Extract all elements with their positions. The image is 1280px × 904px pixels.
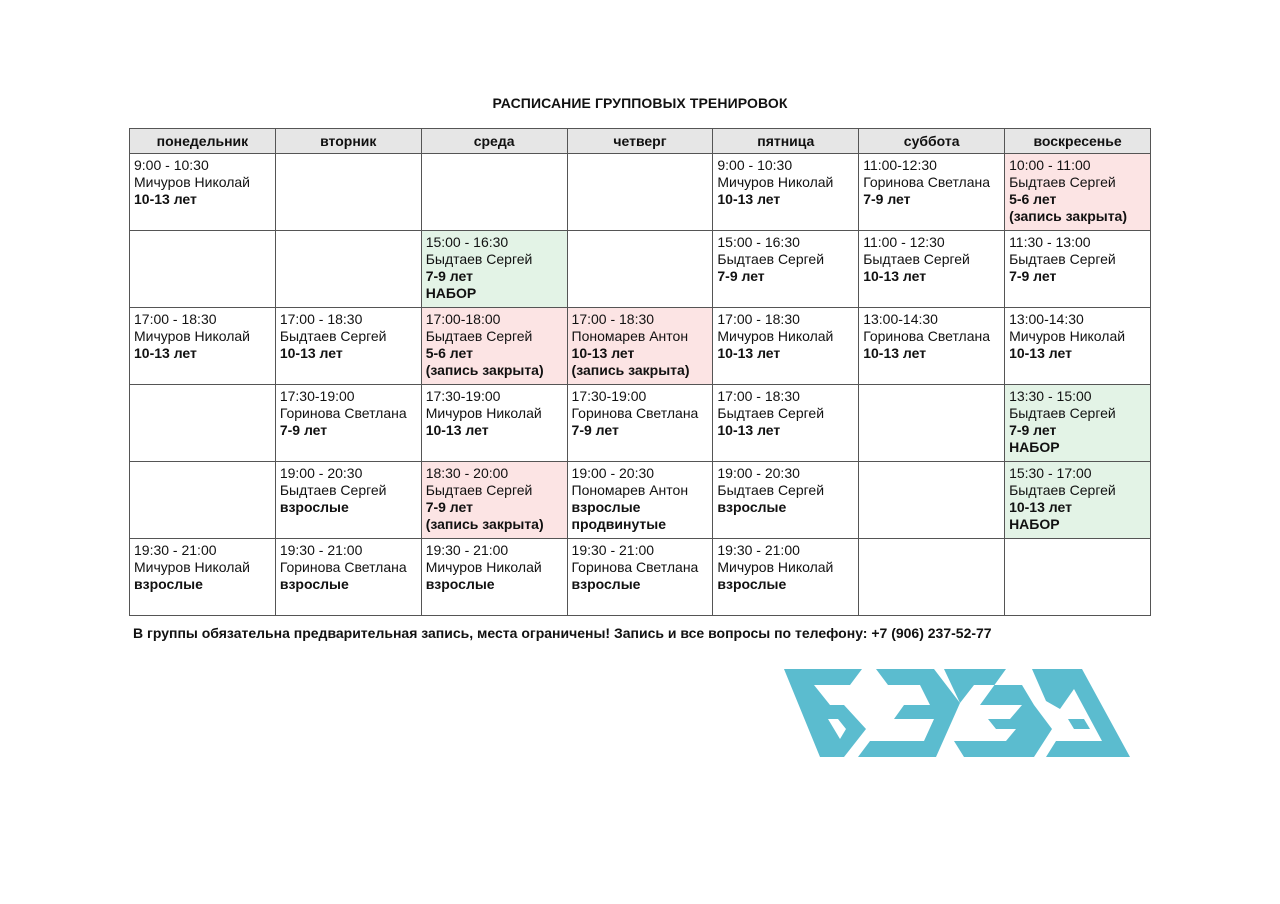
schedule-table: [129, 128, 1151, 616]
schedule-cell: [421, 154, 567, 231]
class-info-line: 19:30 - 21:00: [279, 542, 363, 558]
class-info-line: 10-13 лет: [863, 268, 927, 284]
class-info-line: 7-9 лет: [425, 499, 473, 515]
class-info-line: 11:00 - 12:30: [863, 234, 945, 250]
class-info-line: Мичуров Николай: [717, 328, 834, 344]
schedule-cell: [713, 308, 859, 385]
class-info-line: 5-6 лет: [1009, 191, 1057, 207]
class-info-line: 17:00 - 18:30: [134, 311, 217, 327]
day-header-sunday: воскресенье: [1005, 129, 1151, 154]
class-info-line: 11:00-12:30: [863, 157, 937, 173]
schedule-cell: [713, 539, 859, 616]
class-info-line: взрослые: [279, 576, 349, 592]
logo-letter-1: [784, 669, 866, 757]
schedule-cell: [130, 231, 276, 308]
class-info-line: Горинова Светлана: [571, 405, 699, 421]
class-info-line: 17:30-19:00: [571, 388, 647, 404]
class-info-line: НАБОР: [425, 285, 477, 301]
class-info-line: 18:30 - 20:00: [425, 465, 509, 481]
class-info-line: 17:30-19:00: [425, 388, 501, 404]
class-info-line: Быдтаев Сергей: [425, 251, 533, 267]
schedule-cell: [275, 154, 421, 231]
schedule-cell: [275, 385, 421, 462]
class-info-line: Мичуров Николай: [425, 559, 542, 575]
schedule-cell: [421, 231, 567, 308]
class-info-line: Быдтаев Сергей: [863, 251, 970, 267]
schedule-row: [130, 385, 1151, 462]
class-info-line: 10-13 лет: [1009, 499, 1072, 515]
class-info-line: 10-13 лет: [717, 422, 781, 438]
day-header-tuesday: вторник: [275, 129, 421, 154]
schedule-cell: [567, 308, 713, 385]
schedule-cell: [421, 308, 567, 385]
class-info-line: Быдтаев Сергей: [425, 328, 533, 344]
class-info-line: 7-9 лет: [1009, 422, 1057, 438]
schedule-row: [130, 462, 1151, 539]
logo-letter-2: [858, 669, 960, 757]
schedule-cell: [567, 462, 713, 539]
class-info-line: 7-9 лет: [1009, 268, 1057, 284]
class-info-line: 15:00 - 16:30: [425, 234, 509, 250]
class-info-line: 11:30 - 13:00: [1009, 234, 1091, 250]
schedule-row: [130, 154, 1151, 231]
schedule-cell: [421, 539, 567, 616]
class-info-line: 19:30 - 21:00: [425, 542, 509, 558]
class-info-line: взрослые: [425, 576, 495, 592]
class-info-line: (запись закрыта): [1009, 208, 1128, 224]
schedule-row: [130, 539, 1151, 616]
class-info-line: Мичуров Николай: [134, 328, 250, 344]
class-info-line: взрослые: [134, 576, 203, 592]
schedule-cell: [713, 462, 859, 539]
class-info-line: 17:00 - 18:30: [717, 311, 800, 327]
class-info-line: 10-13 лет: [717, 191, 781, 207]
class-info-line: Мичуров Николай: [425, 405, 542, 421]
schedule-cell: [1005, 231, 1151, 308]
schedule-cell: [130, 539, 276, 616]
schedule-cell: [567, 385, 713, 462]
class-info-line: взрослые: [571, 576, 641, 592]
class-info-line: взрослые: [571, 499, 641, 515]
class-info-line: 19:00 - 20:30: [571, 465, 655, 481]
class-info-line: Быдтаев Сергей: [425, 482, 533, 498]
day-header-friday: пятница: [713, 129, 859, 154]
page-title: РАСПИСАНИЕ ГРУППОВЫХ ТРЕНИРОВОК: [492, 95, 788, 111]
class-info-line: 10:00 - 11:00: [1009, 157, 1091, 173]
schedule-cell: [130, 462, 276, 539]
class-info-line: 19:00 - 20:30: [279, 465, 363, 481]
class-info-line: 7-9 лет: [571, 422, 619, 438]
schedule-cell: [421, 462, 567, 539]
class-info-line: взрослые: [279, 499, 349, 515]
schedule-row: [130, 308, 1151, 385]
schedule-cell: [859, 231, 1005, 308]
class-info-line: Мичуров Николай: [717, 559, 834, 575]
class-info-line: 17:00-18:00: [425, 311, 501, 327]
class-info-line: Быдтаев Сергей: [1009, 405, 1116, 421]
class-info-line: 15:30 - 17:00: [1009, 465, 1092, 481]
class-info-line: Пономарев Антон: [571, 482, 689, 498]
schedule-cell: [275, 539, 421, 616]
schedule-cell: [713, 154, 859, 231]
schedule-header-row: [130, 129, 1151, 154]
class-info-line: Горинова Светлана: [279, 405, 407, 421]
class-info-line: 10-13 лет: [1009, 345, 1072, 361]
schedule-cell: [275, 231, 421, 308]
class-info-line: 9:00 - 10:30: [134, 157, 209, 173]
class-info-line: 19:30 - 21:00: [571, 542, 655, 558]
class-info-line: 10-13 лет: [571, 345, 635, 361]
class-info-line: 7-9 лет: [863, 191, 911, 207]
brand-logo: [784, 667, 1130, 759]
schedule-cell: [1005, 385, 1151, 462]
class-info-line: 15:00 - 16:30: [717, 234, 800, 250]
day-header-monday: понедельник: [130, 129, 276, 154]
logo-letter-4: [1032, 669, 1130, 757]
class-info-line: 13:00-14:30: [1009, 311, 1084, 327]
schedule-body: [130, 154, 1151, 616]
class-info-line: Быдтаев Сергей: [1009, 251, 1116, 267]
schedule-cell: [567, 539, 713, 616]
day-header-thursday: четверг: [567, 129, 713, 154]
class-info-line: Быдтаев Сергей: [279, 482, 387, 498]
schedule-cell: [859, 385, 1005, 462]
class-info-line: Мичуров Николай: [717, 174, 834, 190]
class-info-line: 9:00 - 10:30: [717, 157, 793, 173]
class-info-line: Быдтаев Сергей: [717, 482, 825, 498]
booking-note: В группы обязательна предварительная запись, места ограничены! Запись и все вопросы по телефону: +7 (906) 237-52-77: [133, 625, 992, 641]
schedule-cell: [859, 462, 1005, 539]
class-info-line: 7-9 лет: [279, 422, 328, 438]
class-info-line: Горинова Светлана: [279, 559, 407, 575]
class-info-line: 10-13 лет: [863, 345, 927, 361]
schedule-cell: [275, 462, 421, 539]
class-info-line: 17:30-19:00: [279, 388, 355, 404]
class-info-line: НАБОР: [1009, 516, 1060, 532]
class-info-line: 17:00 - 18:30: [279, 311, 363, 327]
class-info-line: Мичуров Николай: [134, 174, 250, 190]
schedule-cell: [130, 154, 276, 231]
class-info-line: 10-13 лет: [134, 345, 197, 361]
schedule-cell: [1005, 462, 1151, 539]
class-info-line: Быдтаев Сергей: [1009, 174, 1116, 190]
schedule-cell: [130, 385, 276, 462]
class-info-line: Быдтаев Сергей: [717, 405, 825, 421]
schedule-cell: [713, 231, 859, 308]
schedule-cell: [567, 154, 713, 231]
class-info-line: 10-13 лет: [717, 345, 781, 361]
class-info-line: Мичуров Николай: [1009, 328, 1126, 344]
class-info-line: 17:00 - 18:30: [571, 311, 655, 327]
class-info-line: (запись закрыта): [425, 362, 544, 378]
class-info-line: 13:30 - 15:00: [1009, 388, 1092, 404]
schedule-cell: [567, 231, 713, 308]
class-info-line: 19:00 - 20:30: [717, 465, 800, 481]
class-info-line: 7-9 лет: [717, 268, 765, 284]
day-header-wednesday: среда: [421, 129, 567, 154]
schedule-cell: [1005, 308, 1151, 385]
schedule-cell: [859, 539, 1005, 616]
day-header-saturday: суббота: [859, 129, 1005, 154]
class-info-line: Быдтаев Сергей: [1009, 482, 1116, 498]
class-info-line: взрослые: [717, 576, 787, 592]
schedule-cell: [859, 308, 1005, 385]
class-info-line: Горинова Светлана: [863, 174, 991, 190]
schedule-cell: [1005, 154, 1151, 231]
class-info-line: НАБОР: [1009, 439, 1060, 455]
class-info-line: Горинова Светлана: [863, 328, 991, 344]
class-info-line: 7-9 лет: [425, 268, 473, 284]
class-info-line: 19:30 - 21:00: [134, 542, 217, 558]
schedule-cell: [130, 308, 276, 385]
class-info-line: Горинова Светлана: [571, 559, 699, 575]
schedule-cell: [275, 308, 421, 385]
class-info-line: Мичуров Николай: [134, 559, 250, 575]
class-info-line: Быдтаев Сергей: [279, 328, 387, 344]
class-info-line: 10-13 лет: [425, 422, 489, 438]
schedule-cell: [421, 385, 567, 462]
class-info-line: 10-13 лет: [134, 191, 197, 207]
class-info-line: 13:00-14:30: [863, 311, 938, 327]
class-info-line: взрослые: [717, 499, 787, 515]
class-info-line: Быдтаев Сергей: [717, 251, 825, 267]
class-info-line: 5-6 лет: [425, 345, 473, 361]
schedule-cell: [859, 154, 1005, 231]
class-info-line: продвинутые: [571, 516, 667, 532]
class-info-line: 17:00 - 18:30: [717, 388, 800, 404]
schedule-cell: [1005, 539, 1151, 616]
class-info-line: 19:30 - 21:00: [717, 542, 800, 558]
class-info-line: (запись закрыта): [425, 516, 544, 532]
class-info-line: (запись закрыта): [571, 362, 690, 378]
schedule-cell: [713, 385, 859, 462]
class-info-line: 10-13 лет: [279, 345, 343, 361]
logo-letter-3: [944, 669, 1052, 757]
schedule-row: [130, 231, 1151, 308]
class-info-line: Пономарев Антон: [571, 328, 689, 344]
